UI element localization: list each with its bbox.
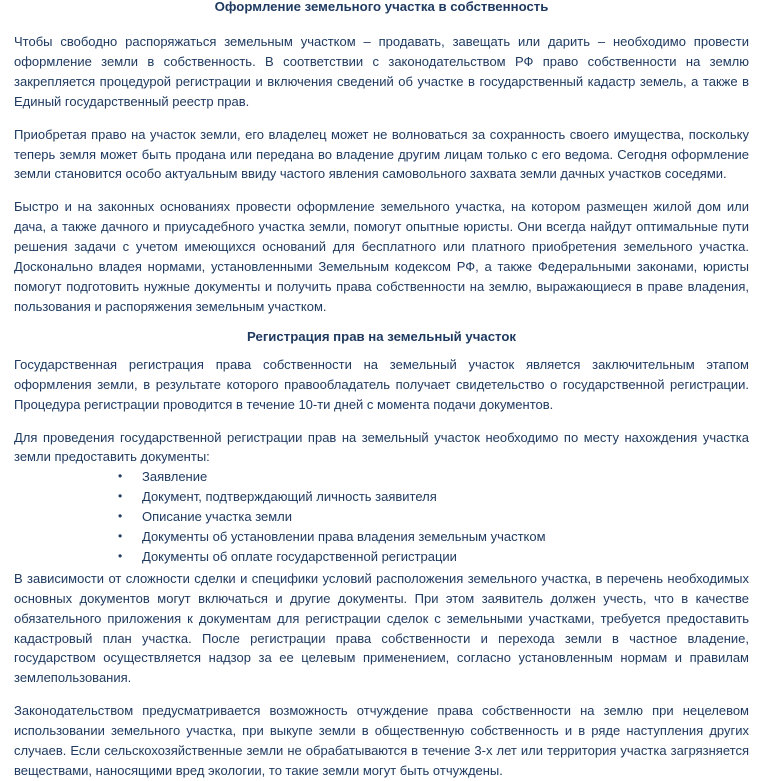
paragraph-additional-documents: В зависимости от сложности сделки и специфики условий расположения земельного участка, в перечень необходимых основных документов могут включаться и другие документы. При этом заявитель должен учесть, что в качестве обязательного приложения к документам для регистрации сделок с земельными участками, требуется предоставить кадастровый план участка. После регистрации права собственности и перехода земли в частное владение, государством осуществляется надзор за ее целевым применением, согласно установленным нормам и правилам землепользования. xyxy=(14,570,749,686)
list-item: • Документы об оплате государственной регистрации xyxy=(118,547,749,567)
list-item: • Заявление xyxy=(118,467,749,487)
list-item: • Описание участка земли xyxy=(118,507,749,527)
list-item: • Документы об установлении права владения земельным участком xyxy=(118,527,749,547)
paragraph-registration-final-step: Государственная регистрация права собственности на земельный участок является заключительным этапом оформления земли, в результате которого правообладатель получает свидетельство о государственной регистрации. Процедура регистрации проводится в течение 10-ти дней с момента подачи документов. xyxy=(14,356,749,412)
documents-list xyxy=(14,467,749,567)
bullet-icon: • xyxy=(118,469,123,484)
paragraph-lawyers: Быстро и на законных основаниях провести оформление земельного участка, на котором размещен жилой дом или дача, а также дачного и приусадебного участка земли, помогут опытные юристы. Они всегда найдут оптимальные пути решения задачи с учетом имеющихся оснований для бесплатного или платного приобретения земельного участка. Досконально владея нормами, установленными Земельным кодексом РФ, а также Федеральными законами, юристы помогут подготовить нужные документы и получить права собственности на землю, выражающиеся в праве владения, пользования и распоряжения земельным участком. xyxy=(14,199,749,314)
page-title: Оформление земельного участка в собственность xyxy=(214,0,549,14)
paragraph-alienation: Законодательством предусматривается возможность отчуждение права собственности на землю при нецелевом использовании земельного участка, при выкупе земли в общественную собственность и в ряде наступления других случаев. Если сельскохозяйственные земли не обрабатываются в течение 3-х лет или территория участка загрязняется веществами, наносящими вред экологии, то такие земли могут быть отчуждены. xyxy=(14,703,749,778)
list-item: • Документ, подтверждающий личность заявителя xyxy=(118,487,749,507)
section-title-registration: Регистрация прав на земельный участок xyxy=(247,328,516,344)
paragraph-intro: Чтобы свободно распоряжаться земельным участком – продавать, завещать или дарить – необходимо провести оформление земли в собственность. В соответствии с законодательством РФ право собственности на землю закрепляется процедурой регистрации и включения сведений об участке в государственный кадастр земель, а также в Единый государственный реестр прав. xyxy=(14,34,749,109)
bullet-icon: • xyxy=(118,529,123,544)
bullet-icon: • xyxy=(118,548,123,563)
bullet-icon: • xyxy=(118,509,123,524)
bullet-icon: • xyxy=(118,489,123,504)
paragraph-documents-required: Для проведения государственной регистрации прав на земельный участок необходимо по месту нахождения участка земли предоставить документы: xyxy=(14,429,749,465)
paragraph-ownership-benefits: Приобретая право на участок земли, его владелец может не волноваться за сохранность своего имущества, поскольку теперь земля может быть продана или передана во владение другим лицам только с его ведома. Сегодня оформление земли становится особо актуальным ввиду частого явления самовольного захвата земли дачных участков соседями. xyxy=(14,126,749,182)
